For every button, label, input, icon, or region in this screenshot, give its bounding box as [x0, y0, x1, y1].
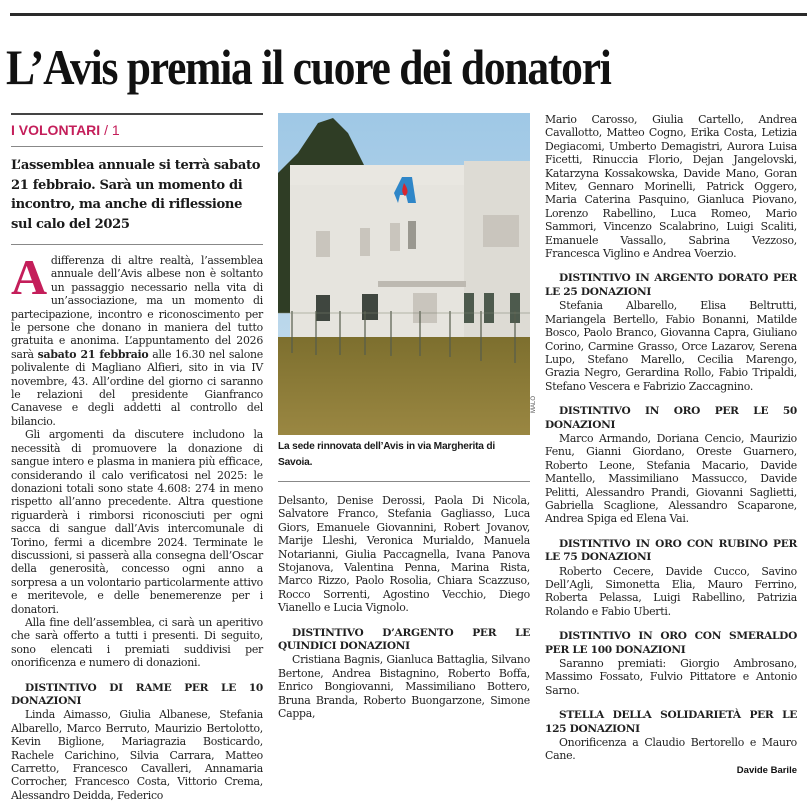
award-title-stella: STELLA DELLA SOLIDARIETÀ PER LE 125 DONAZIONI [545, 709, 797, 735]
building-photo [278, 113, 530, 435]
award-title-oro: DISTINTIVO IN ORO PER LE 50 DONAZIONI [545, 405, 797, 431]
column-3 [545, 113, 797, 776]
top-rule [10, 13, 807, 16]
body-paragraph-2: Gli argomenti da discutere includono la necessità di promuovere la donazione di sangue intero e plasma in maniera più efficace, considerando il calo verificatosi nel 2025: le donazioni totali sono state 4.608: 274 in meno rispetto all’anno precedente. Altra questione riguarderà i rimborsi riconosciuti per ogni sacca di sangue dall’Avis intercomunale di Torino, fermi a dicembre 2024. Terminate le discussioni, si passerà alla consegna dell’Oscar della generosità, concesso ogni anno a sorpresa a un volontario particolarmente attivo e meritevole, e delle benemerenze per i donatori. [11, 428, 263, 616]
body-paragraph-3: Alla fine dell’assemblea, ci sarà un aperitivo che sarà offerto a tutti i presenti. Di seguito, sono elencati i premiati suddivisi per onorificenza e numero di donazioni. [11, 615, 263, 670]
award-title-argento-dorato: DISTINTIVO IN ARGENTO DORATO PER LE 25 DONAZIONI [545, 272, 797, 298]
award-names-oro-smeraldo: Saranno premiati: Giorgio Ambrosano, Massimo Fossato, Fulvio Pittatore e Antonio Sarno. [545, 657, 797, 697]
divider [278, 481, 530, 482]
column-2 [278, 113, 537, 721]
award-title-oro-smeraldo: DISTINTIVO IN ORO CON SMERALDO PER LE 100 DONAZIONI [545, 630, 797, 656]
author-byline: Davide Barile [736, 764, 797, 776]
award-title-argento: DISTINTIVO D’ARGENTO PER LE QUINDICI DONAZIONI [278, 626, 530, 653]
drop-cap: A [11, 249, 47, 305]
divider [11, 244, 263, 245]
award-names-oro-rubino: Roberto Cecere, Davide Cucco, Savino Dell’Agli, Simonetta Elia, Mauro Ferrino, Roberta Pelassa, Luigi Rabellino, Patrizia Rolando e Fabio Uberti. [545, 564, 797, 618]
award-names-rame: Linda Aimasso, Giulia Albanese, Stefania Albarello, Marco Berruto, Maurizio Bertolotto, Kevin Biglione, Mariagrazia Bosticardo, Rachele Carichino, Silvia Carrara, Matteo Carretto, Francesco Cavalleri, Annamaria Corrocher, Francesco Costa, Vittorio Crema, Alessandro Deidda, Federico [11, 708, 263, 802]
divider [11, 146, 263, 147]
kicker-number: 1 [111, 122, 120, 138]
award-names-rame-continued: Delsanto, Denise Derossi, Paola Di Nicola, Salvatore Franco, Stefania Gagliasso, Luca Giors, Emanuele Giovannini, Robert Jovanov, Marije Lleshi, Veronica Murialdo, Manuela Notarianni, Giulia Paccagnella, Ivana Panova Stojanova, Valentina Penna, Marina Rista, Marco Rizzo, Paolo Rosolia, Chiara Scazzuso, Rocco Sorrenti, Agostino Vecchio, Diego Vianello e Lucia Vignolo. [278, 494, 530, 615]
subheadline: L’assemblea annuale si terrà sabato 21 febbraio. Sarà un momento di incontro, ma anche di riflessione sul calo del 2025 [11, 158, 261, 232]
award-names-stella: Onorificenza a Claudio Bertorello e Mauro Cane. [545, 736, 797, 763]
kicker-rule [11, 113, 263, 115]
kicker-separator: / [104, 122, 108, 138]
photo-credit: MALO [531, 395, 537, 413]
photo-caption: La sede rinnovata dell’Avis in via Margherita di Savoia. [278, 441, 496, 468]
award-names-argento-dorato: Stefania Albarello, Elisa Beltrutti, Mariangela Bertello, Fabio Bonanni, Matilde Bosco, Paolo Branco, Giovanna Capra, Giuliano Corino, Carmine Grasso, Orce Lazarov, Serena Lupo, Stefano Marello, Cecilia Marengo, Grazia Negro, Gerardina Rollo, Fabio Tripaldi, Stefano Vescera e Fabrizio Zaccagnino. [545, 299, 797, 393]
award-title-rame: DISTINTIVO DI RAME PER LE 10 DONAZIONI [11, 681, 263, 707]
section-kicker [11, 121, 263, 139]
event-date: sabato 21 febbraio [37, 347, 149, 361]
award-names-argento: Cristiana Bagnis, Gianluca Battaglia, Silvano Bertone, Andrea Bistagnino, Roberto Boffa, Enrico Bongiovanni, Massimiliano Bottero, Bruna Branda, Roberto Buongarzone, Simone Cappa, [278, 653, 530, 721]
award-title-oro-rubino: DISTINTIVO IN ORO CON RUBINO PER LE 75 DONAZIONI [545, 537, 797, 564]
headline: L’Avis premia il cuore dei donatori [6, 39, 611, 95]
award-names-oro: Marco Armando, Doriana Cencio, Maurizio Fenu, Gianni Giordano, Oreste Guarnero, Roberto Leone, Stefania Macario, Davide Mantello, Massimiliano Massucco, Davide Pelitti, Alessandro Prandi, Giovanni Saglietti, Gabriella Scaglione, Alessandro Scaparone, Andrea Spiga ed Elena Vai. [545, 431, 797, 526]
building-photo-image [278, 113, 530, 435]
body-paragraph-1: Adifferenza di altre realtà, l’assemblea annuale dell’Avis albese non è soltanto un passaggio necessario nella vita di un’associazione, ma un momento di partecipazione, incontro e riconoscimento per le persone che donano in maniera del tutto gratuita e anonima. L’appuntamento del 2026 sarà sabato 21 febbraio alle 16.30 nel salone polivalente di Magliano Alfieri, sito in via IV novembre, 43. All’ordine del giorno ci saranno le relazioni del presidente Gianfranco Canavese e degli addetti al controllo del bilancio. [11, 249, 263, 428]
column-1 [11, 113, 263, 802]
kicker-section: I VOLONTARI [11, 122, 101, 138]
award-names-argento-continued: Mario Carosso, Giulia Cartello, Andrea Cavallotto, Matteo Cogno, Erika Costa, Letizia Degiacomi, Umberto Demagistri, Aurora Luisa Ficetti, Rinuccia Florio, Dejan Jangelovski, Katarzyna Kossakowska, Davide Mano, Goran Mitev, Gennaro Morinelli, Patrick Oggero, Maria Caterina Pasquino, Gianluca Piovano, Lorenzo Rabellino, Luca Romeo, Mario Sammori, Vincenzo Scalabrino, Luigi Scaliti, Emanuele Vassallo, Sabrina Vezzoso, Francesca Viglino e Andrea Voerzio. [545, 113, 797, 261]
